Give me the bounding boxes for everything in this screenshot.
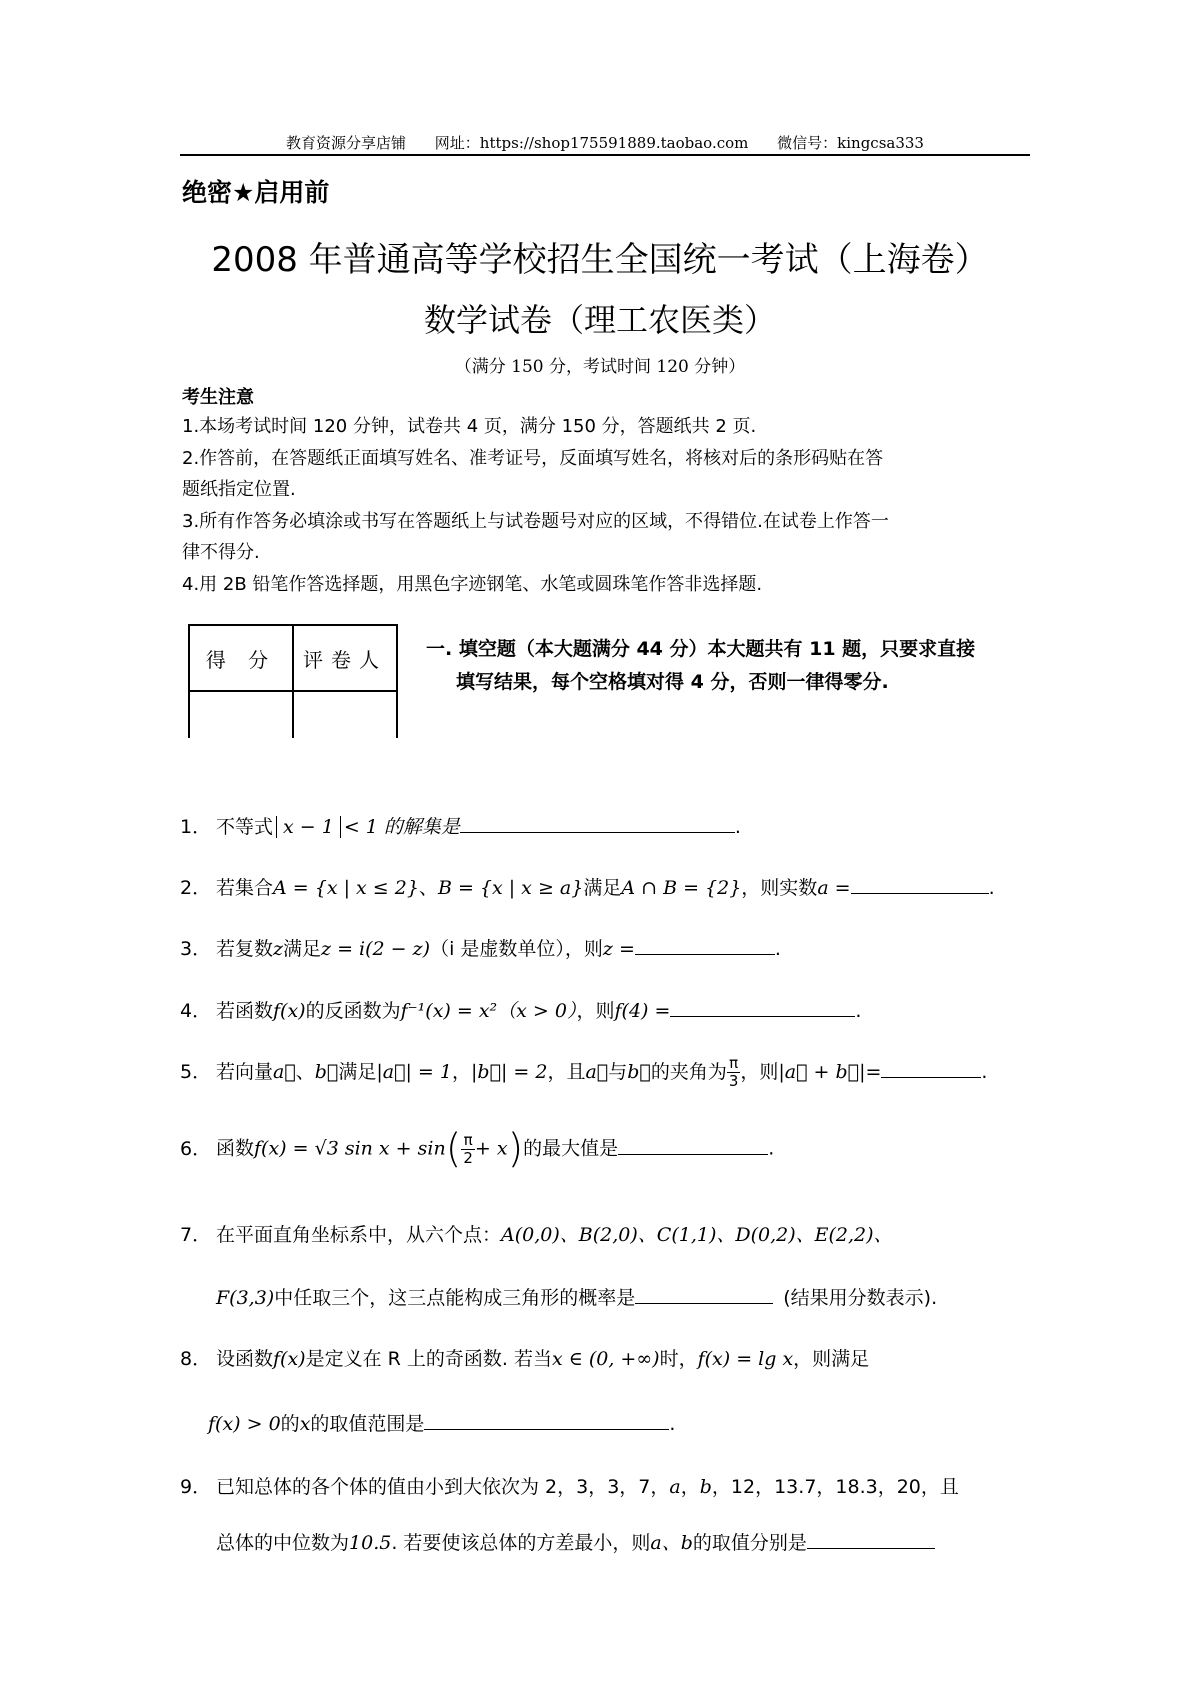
- q8-e2: x ∈ (0, +∞): [551, 1348, 660, 1370]
- secret-mark: 绝密★启用前: [182, 178, 330, 207]
- score-table: [188, 624, 398, 738]
- grader-cell[interactable]: [293, 691, 397, 738]
- q3-eq: =: [612, 938, 635, 960]
- q7-tail: (结果用分数表示).: [783, 1287, 938, 1309]
- q5-fraction: [727, 1055, 741, 1090]
- notice-line: 2.作答前，在答题纸正面填写姓名、准考证号，反面填写姓名，将核对后的条形码贴在答: [182, 447, 884, 469]
- section-line2: 填写结果，每个空格填对得 4 分，否则一律得零分.: [456, 671, 889, 693]
- q1-expr: x − 1: [276, 816, 341, 838]
- q5-text-d: 与: [608, 1061, 628, 1083]
- answer-blank[interactable]: [670, 996, 855, 1017]
- q5-vec-a: a⃗: [273, 1061, 296, 1083]
- q2-text-c: ，则实数: [741, 877, 818, 899]
- q5-text-c: ，且: [547, 1061, 586, 1083]
- q9-var-b: b: [699, 1476, 712, 1498]
- grader-header: 评卷人: [293, 625, 397, 691]
- q6-text-b: 的最大值是: [523, 1137, 619, 1160]
- q5-eq: =: [865, 1061, 882, 1083]
- q5-e3: |a⃗ + b⃗|: [778, 1061, 866, 1083]
- q7-points: A(0,0)、B(2,0)、C(1,1)、D(0,2)、E(2,2)、: [501, 1224, 893, 1246]
- header-shop: 教育资源分享店铺: [286, 134, 407, 152]
- q8-text-d: ，则满足: [793, 1348, 870, 1370]
- q2-eq: =: [828, 877, 851, 899]
- header-banner: [180, 132, 1030, 153]
- notice-line: 4.用 2B 铅笔作答选择题，用黑色字迹钢笔、水笔或圆珠笔作答非选择题.: [182, 573, 763, 595]
- q9-line2c: 的取值分别是: [692, 1532, 807, 1554]
- q8-line2b: 的取值范围是: [310, 1413, 425, 1435]
- q4-text: 若函数: [216, 1000, 274, 1022]
- q9-var-a: a: [669, 1476, 681, 1498]
- q8-e1: f(x): [273, 1348, 306, 1370]
- q8-line2: 的: [280, 1413, 300, 1435]
- q2-end: .: [988, 877, 995, 899]
- q9-line1: 已知总体的各个体的值由小到大依次为 2，3，3，7，: [216, 1476, 670, 1498]
- notice-line: 1.本场考试时间 120 分钟，试卷共 4 页，满分 150 分，答题纸共 2 页.: [182, 416, 757, 437]
- answer-blank[interactable]: [635, 1283, 773, 1304]
- q3-end: .: [774, 938, 781, 960]
- q4-expr3: f(4) =: [614, 1000, 671, 1022]
- q6-expr1: f(x) = √3 sin x + sin: [254, 1137, 446, 1160]
- q7-line2: 中任取三个，这三点能构成三角形的概率是: [274, 1287, 636, 1309]
- q9-line2a: 总体的中位数为: [216, 1532, 350, 1554]
- q5-text-f: ，则: [740, 1061, 779, 1083]
- q3-text-c: （i 是虚数单位），则: [430, 938, 603, 960]
- answer-blank[interactable]: [424, 1409, 669, 1430]
- q7-point6: F(3,3): [216, 1287, 275, 1309]
- q4-expr2: f⁻¹(x) = x²: [400, 1000, 498, 1022]
- frac-denominator: 3: [728, 1072, 739, 1090]
- q9-median: 10.5: [349, 1532, 392, 1554]
- q2-text: 若集合: [216, 877, 274, 899]
- question-1: [180, 812, 741, 839]
- question-number: 4．: [180, 1000, 212, 1022]
- q8-var: x: [299, 1413, 311, 1435]
- q2-expr2: B = {x | x ≥ a}: [437, 877, 584, 899]
- q8-e4: f(x) > 0: [208, 1413, 281, 1435]
- q3-var: z: [273, 938, 284, 960]
- q3-text-b: 满足: [283, 938, 322, 960]
- q5-e2: |b⃗| = 2: [471, 1061, 548, 1083]
- q8-text-c: 时，: [659, 1348, 698, 1370]
- question-8-cont: [208, 1409, 675, 1436]
- q4-cond: （x > 0）: [497, 1000, 577, 1022]
- question-8: [180, 1344, 869, 1371]
- q9-comma: ，: [680, 1476, 700, 1498]
- paren-right: ): [507, 1126, 524, 1172]
- question-6: [180, 1126, 774, 1172]
- question-2: [180, 873, 995, 900]
- answer-blank[interactable]: [851, 873, 989, 894]
- q4-end: .: [855, 1000, 862, 1022]
- q3-text: 若复数: [216, 938, 274, 960]
- q8-e3: f(x) = lg x: [697, 1348, 794, 1370]
- notice-line: 律不得分.: [182, 542, 260, 563]
- question-7-cont: [216, 1283, 937, 1310]
- q2-var: a: [817, 877, 829, 899]
- q1-text: 不等式: [216, 816, 274, 838]
- answer-blank[interactable]: [460, 812, 735, 833]
- question-4: [180, 996, 861, 1023]
- answer-blank[interactable]: [881, 1057, 981, 1078]
- question-9-cont: [216, 1528, 935, 1555]
- answer-blank[interactable]: [618, 1134, 768, 1155]
- q6-fraction: [461, 1132, 475, 1167]
- q1-text-b: < 1 的解集是: [343, 816, 460, 838]
- question-number: 9．: [180, 1476, 212, 1498]
- q9-rest: ，12，13.7，18.3，20，且: [711, 1476, 959, 1498]
- q6-text: 函数: [216, 1137, 255, 1160]
- question-number: 1．: [180, 816, 212, 838]
- question-number: 6．: [180, 1137, 212, 1160]
- q2-expr1: A = {x | x ≤ 2}: [273, 877, 419, 899]
- q4-expr1: f(x): [273, 1000, 306, 1022]
- q5-vec-b: b⃗: [314, 1061, 339, 1083]
- q5-end: .: [981, 1061, 988, 1083]
- question-5: 5． 若向量a⃗、b⃗满足|a⃗| = 1，|b⃗| = 2，且a⃗与b⃗的夹角为 $\frac{\pi}{3}$ ，则|a⃗ + b⃗|= .: [180, 1054, 988, 1090]
- q3-var2: z: [602, 938, 613, 960]
- notice-heading: 考生注意: [182, 387, 254, 408]
- question-number: 7．: [180, 1224, 212, 1246]
- frac-denominator: 2: [463, 1148, 473, 1167]
- answer-blank[interactable]: [807, 1528, 935, 1549]
- question-number: 2．: [180, 877, 212, 899]
- q4-text-b: 的反函数为: [305, 1000, 401, 1022]
- page-title: 2008 年普通高等学校招生全国统一考试（上海卷）: [211, 240, 989, 280]
- section-heading: [426, 633, 1031, 699]
- q8-end: .: [669, 1413, 676, 1435]
- q8-text: 设函数: [216, 1348, 274, 1370]
- score-header: 得 分: [189, 625, 293, 691]
- q2-expr3: A ∩ B = {2}: [621, 877, 742, 899]
- q5-sep: 、: [295, 1061, 315, 1083]
- section-line1: 一. 填空题（本大题满分 44 分）本大题共有 11 题，只要求直接: [426, 638, 976, 660]
- score-note: （满分 150 分，考试时间 120 分钟）: [454, 357, 746, 377]
- q5-text: 若向量: [216, 1061, 274, 1083]
- notice-list: [182, 411, 1027, 600]
- q2-text-b: 满足: [583, 877, 622, 899]
- q3-expr: z = i(2 − z): [321, 938, 431, 960]
- header-wechat: 微信号：kingcsa333: [777, 134, 924, 152]
- q6-end: .: [768, 1137, 775, 1160]
- q5-vec-b2: b⃗: [627, 1061, 651, 1083]
- q5-vec-a2: a⃗: [585, 1061, 609, 1083]
- answer-blank[interactable]: [635, 934, 775, 955]
- notice-line: 题纸指定位置.: [182, 479, 296, 500]
- q4-text-c: ，则: [576, 1000, 615, 1022]
- question-number: 8．: [180, 1348, 212, 1370]
- q9-line2b: . 若要使该总体的方差最小，则: [391, 1532, 651, 1554]
- frac-numerator: π: [461, 1132, 475, 1150]
- paper-subtitle: 数学试卷（理工农医类）: [423, 301, 776, 339]
- q8-text-b: 是定义在 R 上的奇函数. 若当: [305, 1348, 552, 1370]
- q7-line1: 在平面直角坐标系中，从六个点：: [216, 1224, 502, 1246]
- q6-plus: + x: [474, 1137, 508, 1160]
- q1-end: .: [734, 816, 741, 838]
- header-site: 网址：https://shop175591889.taobao.com: [434, 134, 749, 152]
- frac-numerator: π: [727, 1055, 741, 1073]
- q5-text-e: 的夹角为: [650, 1061, 727, 1083]
- q5-text-b: 满足: [338, 1061, 377, 1083]
- question-9: [180, 1472, 959, 1499]
- q5-e1: |a⃗| = 1: [376, 1061, 452, 1083]
- score-cell[interactable]: [189, 691, 293, 738]
- question-number: 5．: [180, 1061, 212, 1083]
- q9-vars: a、b: [650, 1532, 693, 1554]
- question-3: [180, 934, 781, 961]
- paren-left: (: [445, 1126, 462, 1172]
- notice-line: 3.所有作答务必填涂或书写在答题纸上与试卷题号对应的区域，不得错位.在试卷上作答一: [182, 510, 889, 532]
- q2-sep: 、: [418, 877, 438, 899]
- header-rule: [180, 154, 1030, 156]
- question-number: 3．: [180, 938, 212, 960]
- question-7: [180, 1220, 893, 1247]
